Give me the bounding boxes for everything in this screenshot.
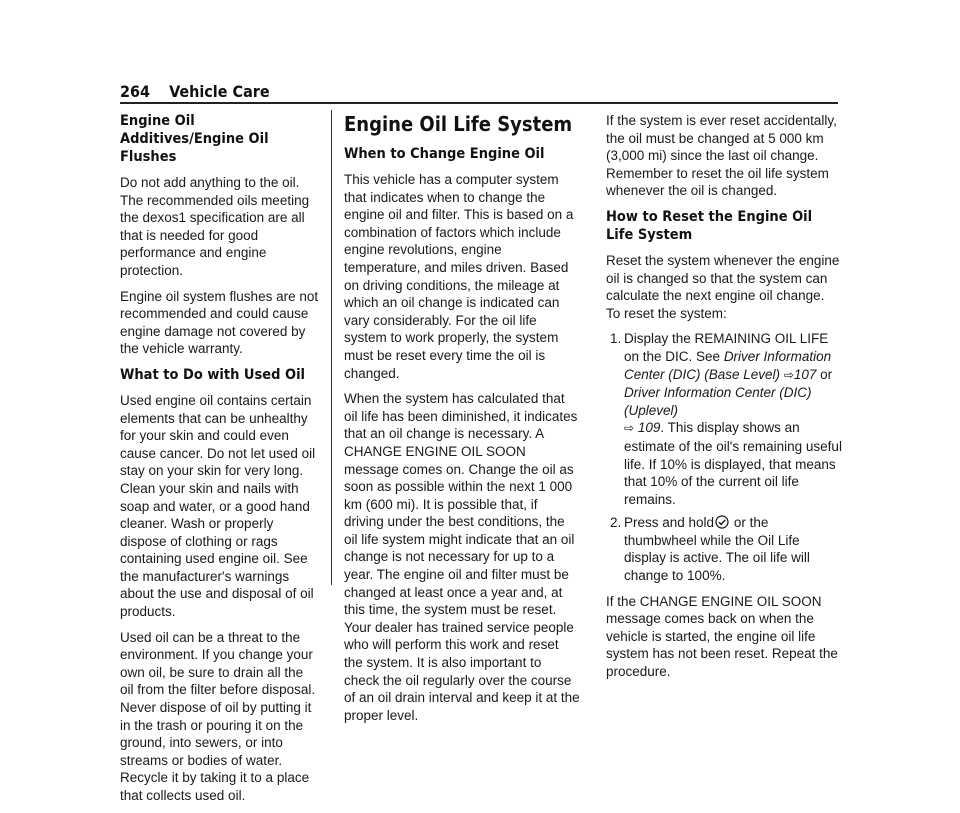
paragraph: Used engine oil contains certain elements that can be unhealthy for your skin and could even cause cancer. Do not let used oil stay on your skin for very long. Clean your skin and nails with soap and water, or a good hand cleaner. Wash or properly dispose of clothing or rags containing used engine oil. See the manufacturer's warnings about the use and disposal of oil products. bbox=[120, 392, 316, 620]
page-header bbox=[120, 82, 838, 102]
heading-used-oil: What to Do with Used Oil bbox=[120, 366, 306, 383]
step-number: 2. bbox=[610, 515, 622, 531]
paragraph: Do not add anything to the oil. The recommended oils meeting the dexos1 specification are all that is needed for good performance and engine protection. bbox=[120, 175, 310, 278]
list-item bbox=[606, 330, 842, 508]
step-number: 1. bbox=[610, 331, 622, 347]
page-reference[interactable]: 109 bbox=[637, 420, 661, 436]
paragraph: This vehicle has a computer system that indicates when to change the engine oil and filter. This is based on a combination of factors which include engine revolutions, engine temperature, and miles driven. Based on driving conditions, the mileage at which an oil change is indicated can vary considerably. For the oil life system to work properly, the system must be reset every time the oil is changed. bbox=[344, 172, 574, 381]
paragraph: Reset the system whenever the engine oil is changed so that the system can calculate the next engine oil change. To reset the system: bbox=[606, 252, 840, 321]
column-left bbox=[120, 112, 320, 813]
section-heading-oil-life-system: Engine Oil Life System bbox=[344, 112, 573, 136]
paragraph: Engine oil system flushes are not recommended and could cause engine damage not covered by the vehicle warranty. bbox=[120, 288, 319, 357]
heading-when-to-change: When to Change Engine Oil bbox=[344, 146, 545, 162]
step-text: Display the REMAINING OIL LIFE on the DIC. See bbox=[624, 331, 829, 364]
section-title: Vehicle Care bbox=[169, 82, 270, 101]
page-reference-arrow-icon: ⇨ bbox=[783, 367, 794, 382]
step-text: or bbox=[816, 366, 833, 382]
column-divider bbox=[331, 110, 332, 585]
step-text: or the thumbwheel while the Oil Life display is active. The oil life will change to 100%. bbox=[624, 515, 810, 584]
checkmark-button-icon bbox=[715, 515, 729, 529]
page-reference[interactable]: 107 bbox=[793, 366, 817, 382]
heading-oil-additives: Engine Oil Additives/Engine Oil Flushes bbox=[120, 113, 269, 165]
paragraph: Used oil can be a threat to the environment. If you change your own oil, be sure to drain all the oil from the filter before disposal. Never dispose of oil by putting it in the trash or pouring it on the ground, into sewers, or into streams or bodies of water. Recycle it by taking it to a place that collects used oil. bbox=[120, 629, 316, 803]
paragraph: If the system is ever reset accidentally, the oil must be changed at 5 000 km (3,000 mi) since the last oil change. Remember to reset the oil life system whenever the oil is changed. bbox=[606, 113, 837, 199]
column-right bbox=[606, 112, 842, 689]
paragraph: When the system has calculated that oil life has been diminished, it indicates that an oil change is necessary. A CHANGE ENGINE OIL SOON message comes on. Change the oil as soon as possible within the next 1 000 km (600 mi). It is possible that, if driving under the best conditions, the oil life system might indicate that an oil change is not necessary for up to a year. The engine oil and filter must be changed at least once a year and, at this time, the system must be reset. Your dealer has trained service people who will perform this work and reset the system. It is also important to check the oil regularly over the course of an oil drain interval and keep it at the proper level. bbox=[344, 391, 580, 723]
page-number: 264 bbox=[120, 82, 151, 101]
cross-reference-link[interactable]: Driver Information Center (DIC) (Uplevel) bbox=[624, 385, 812, 418]
paragraph: If the CHANGE ENGINE OIL SOON message comes back on when the vehicle is started, the engine oil life system has not been reset. Repeat the procedure. bbox=[606, 593, 838, 680]
header-rule bbox=[120, 102, 838, 104]
step-text: Press and hold bbox=[624, 515, 715, 531]
cross-reference-link[interactable]: Driver Information Center (DIC) (Base Level) bbox=[624, 348, 832, 382]
step-text: . This display shows an estimate of the oil's remaining useful life. If 10% is displayed, that means that 10% of the current oil life remains. bbox=[624, 420, 842, 507]
page-reference-arrow-icon: ⇨ bbox=[624, 421, 635, 436]
reset-steps-list bbox=[606, 330, 842, 584]
heading-reset-oil-life: How to Reset the Engine Oil Life System bbox=[606, 208, 813, 243]
list-item bbox=[606, 514, 842, 584]
column-middle bbox=[344, 112, 580, 732]
